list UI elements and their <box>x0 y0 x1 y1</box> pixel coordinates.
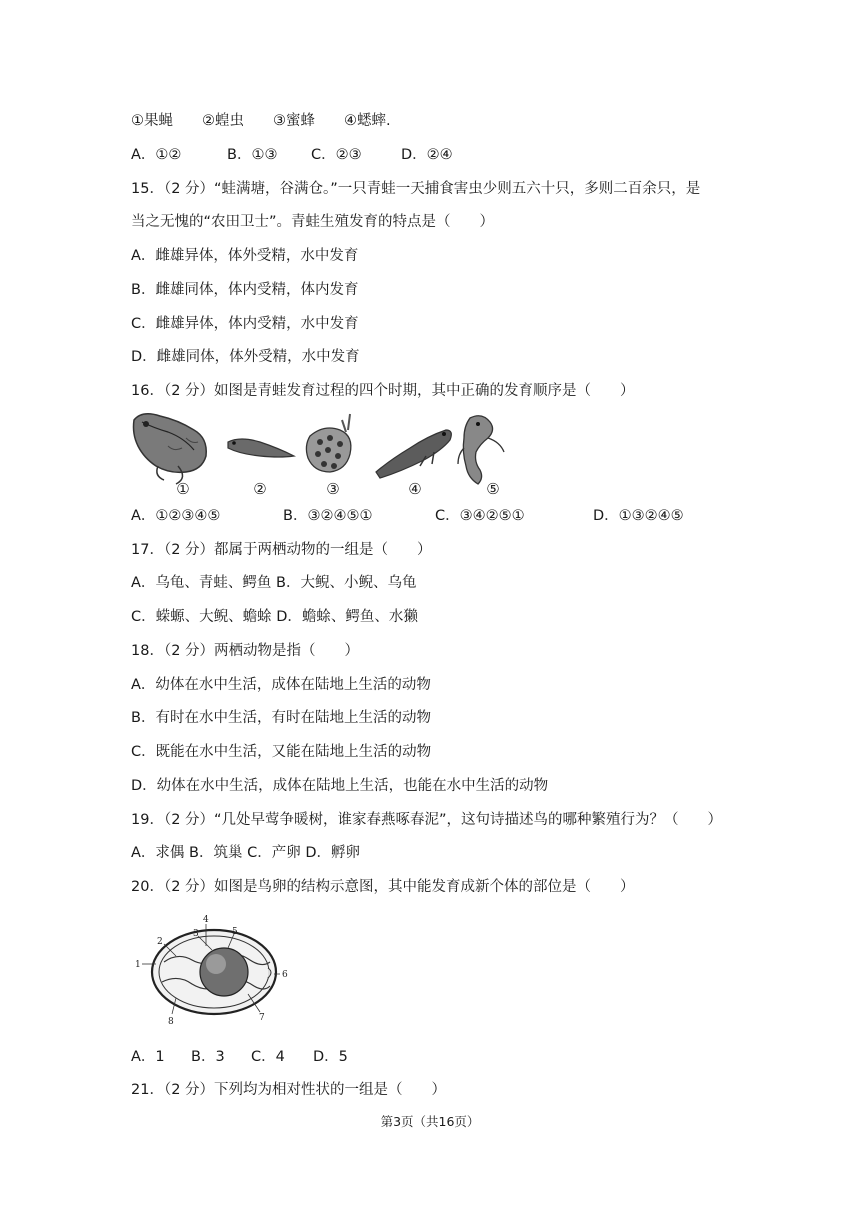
q14-items: ①果蝇 ②蝗虫 ③蜜蜂 ④蟋蟀. <box>131 113 391 129</box>
q16-option-b: B．③②④⑤① <box>283 508 373 524</box>
tadpole-with-legs-image <box>376 430 451 478</box>
frog-development-figure <box>128 408 528 500</box>
q20-option-b: B．3 <box>191 1049 225 1065</box>
q17-options-line1: A．乌龟、青蛙、鳄鱼 B．大鲵、小鲵、乌龟 <box>131 575 417 591</box>
q16-option-d: D．①③②④⑤ <box>593 508 684 524</box>
q16-options <box>131 506 684 526</box>
q17-options-line2: C．蝾螈、大鲵、蟾蜍 D．蟾蜍、鳄鱼、水獭 <box>131 609 418 625</box>
figure-label-2: ② <box>253 480 267 498</box>
q15-option-d: D．雌雄同体，体外受精，水中发育 <box>131 349 360 365</box>
q18-option-d: D．幼体在水中生活，成体在陆地上生活，也能在水中生活的动物 <box>131 778 549 794</box>
tadpole-image <box>228 439 294 457</box>
egg-label-1: 1 <box>135 960 141 970</box>
q16-stem: 16．（2 分）如图是青蛙发育过程的四个时期，其中正确的发育顺序是（ ） <box>131 383 635 399</box>
q18-option-c: C．既能在水中生活，又能在陆地上生活的动物 <box>131 744 432 760</box>
figure-label-4: ④ <box>408 480 422 498</box>
q16-option-c: C．③④②⑤① <box>435 508 525 524</box>
q19-stem: 19．（2 分）“几处早莺争暖树，谁家春燕啄春泥”，这句诗描述鸟的哪种繁殖行为？（ ） <box>131 812 723 828</box>
q14-option-b: B．①③ <box>227 147 278 163</box>
q20-stem: 20．（2 分）如图是鸟卵的结构示意图，其中能发育成新个体的部位是（ ） <box>131 879 635 895</box>
froglet-image <box>458 416 504 484</box>
egg-label-2: 2 <box>157 937 163 947</box>
q20-option-a: A．1 <box>131 1049 165 1065</box>
q17-stem: 17．（2 分）都属于两栖动物的一组是（ ） <box>131 542 432 558</box>
q14-options <box>131 145 453 165</box>
q18-option-a: A．幼体在水中生活，成体在陆地上生活的动物 <box>131 677 431 693</box>
frog-eggs-image <box>306 414 350 472</box>
page-footer: 第3页（共16页） <box>380 1114 480 1129</box>
q15-option-b: B．雌雄同体，体内受精，体内发育 <box>131 282 359 298</box>
q21-stem: 21．（2 分）下列均为相对性状的一组是（ ） <box>131 1082 447 1098</box>
bird-egg-diagram <box>128 912 298 1032</box>
egg-label-8: 8 <box>168 1017 174 1027</box>
q18-option-b: B．有时在水中生活，有时在陆地上生活的动物 <box>131 710 431 726</box>
egg-label-7: 7 <box>259 1013 265 1023</box>
egg-label-6: 6 <box>282 970 288 980</box>
figure-label-1: ① <box>176 480 190 498</box>
q14-option-a: A．①② <box>131 147 182 163</box>
q20-option-c: C．4 <box>251 1049 285 1065</box>
q19-options: A．求偶 B．筑巢 C．产卵 D．孵卵 <box>131 845 360 861</box>
q15-stem-line2: 当之无愧的“农田卫士”。青蛙生殖发育的特点是（ ） <box>131 214 495 230</box>
q15-option-a: A．雌雄异体，体外受精，水中发育 <box>131 248 359 264</box>
figure-label-3: ③ <box>326 480 340 498</box>
egg-label-3: 3 <box>193 929 199 939</box>
egg-label-4: 4 <box>203 915 209 925</box>
q15-option-c: C．雌雄异体，体内受精，水中发育 <box>131 316 359 332</box>
egg-label-5: 5 <box>232 927 238 937</box>
adult-frog-image <box>134 414 207 484</box>
q14-option-c: C．②③ <box>311 147 362 163</box>
q20-options <box>131 1047 348 1067</box>
q14-option-d: D．②④ <box>401 147 453 163</box>
egg-structure-image <box>152 930 276 1014</box>
q20-option-d: D．5 <box>313 1049 348 1065</box>
q16-option-a: A．①②③④⑤ <box>131 508 221 524</box>
q18-stem: 18．（2 分）两栖动物是指（ ） <box>131 643 360 659</box>
figure-label-5: ⑤ <box>486 480 500 498</box>
q15-stem-line1: 15．（2 分）“蛙满塘，谷满仓。”一只青蛙一天捕食害虫少则五六十只，多则二百余只，是 <box>131 181 701 197</box>
